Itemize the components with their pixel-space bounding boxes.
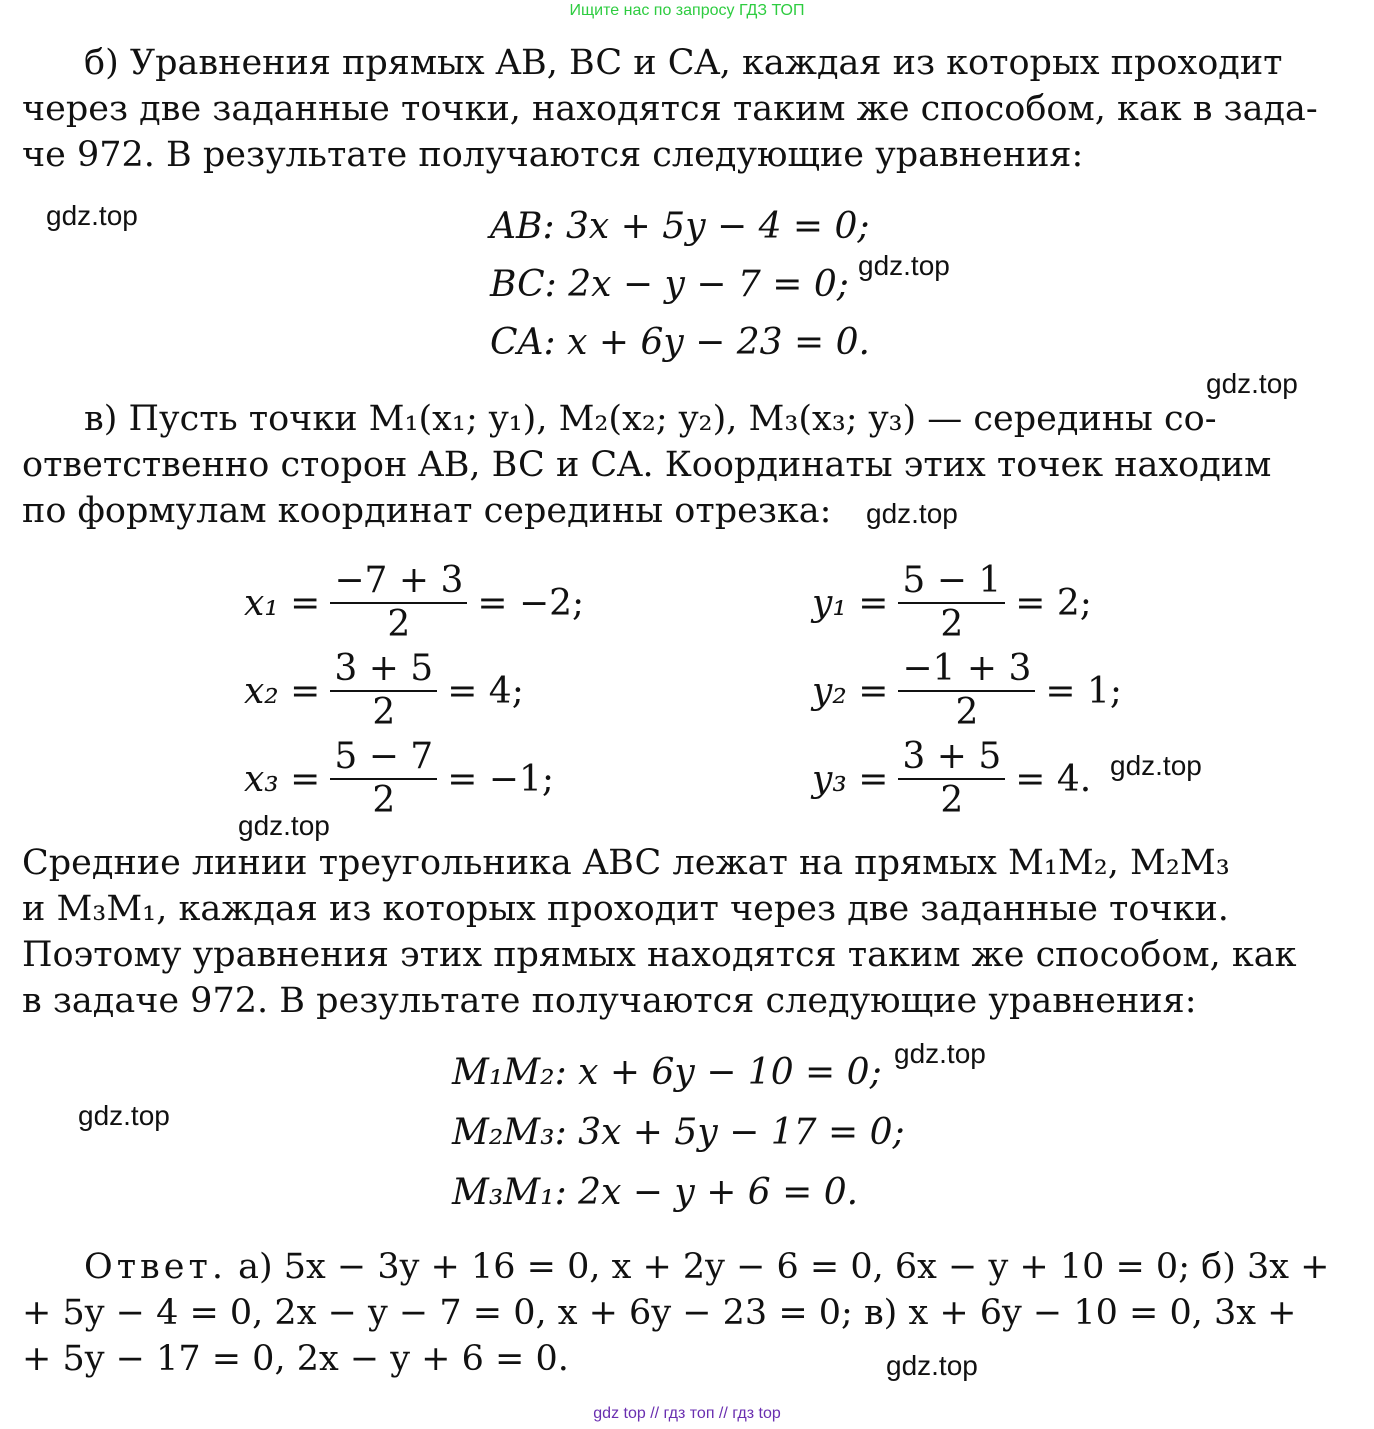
formula-x1 — [244, 560, 584, 646]
fraction-denominator: 2 — [372, 692, 396, 733]
formula-y3 — [812, 736, 1091, 822]
formula-lhs: x₃ = — [244, 758, 321, 800]
formula-lhs: x₁ = — [244, 582, 321, 624]
fraction-denominator: 2 — [372, 780, 396, 821]
fraction — [898, 648, 1035, 734]
part-v-paragraph — [22, 396, 1342, 534]
answer-line-2: + 5y − 4 = 0, 2x − y − 7 = 0, x + 6y − 23 = 0; в) x + 6y − 10 = 0, 3x + — [22, 1293, 1297, 1333]
fraction-denominator: 2 — [940, 604, 964, 645]
formula-rhs: = 4; — [447, 670, 524, 712]
watermark: gdz.top — [1110, 750, 1202, 781]
midlines-line-1: Средние линии треугольника ABC лежат на прямых M₁M₂, M₂M₃ — [22, 843, 1230, 883]
watermark: gdz.top — [858, 250, 950, 281]
fraction-denominator: 2 — [940, 780, 964, 821]
midlines-line-2: и M₃M₁, каждая из которых проходит через две заданные точки. — [22, 889, 1229, 929]
part-b-paragraph — [22, 40, 1342, 178]
formula-x2 — [244, 648, 524, 734]
formula-y1 — [812, 560, 1092, 646]
fraction — [898, 736, 1005, 822]
fraction-numerator: 5 − 7 — [330, 736, 437, 780]
fraction-numerator: −1 + 3 — [898, 648, 1035, 692]
watermark: gdz.top — [886, 1350, 978, 1381]
fraction — [330, 560, 467, 646]
formula-rhs: = 4. — [1015, 758, 1092, 800]
formula-lhs: y₂ = — [812, 670, 889, 712]
fraction-numerator: −7 + 3 — [330, 560, 467, 604]
formula-lhs: x₂ = — [244, 670, 321, 712]
watermark: gdz.top — [1206, 368, 1298, 399]
part-b-line-3: че 972. В результате получаются следующие уравнения: — [22, 135, 1084, 175]
top-banner[interactable]: Ищите нас по запросу ГДЗ ТОП — [569, 2, 805, 19]
formula-y2 — [812, 648, 1122, 734]
watermark: gdz.top — [238, 810, 330, 841]
equation-bc: BC: 2x − y − 7 = 0; — [490, 264, 849, 305]
formula-lhs: y₁ = — [812, 582, 889, 624]
answer-line-3: + 5y − 17 = 0, 2x − y + 6 = 0. — [22, 1339, 569, 1379]
equation-ab: AB: 3x + 5y − 4 = 0; — [490, 206, 870, 247]
part-v-line-3: по формулам координат середины отрезка: — [22, 491, 832, 531]
part-v-line-2: ответственно сторон AB, BC и CA. Координаты этих точек находим — [22, 445, 1272, 485]
fraction-numerator: 5 − 1 — [898, 560, 1005, 604]
part-b-line-1: б) Уравнения прямых AB, BC и CA, каждая из которых проходит — [84, 43, 1283, 83]
answer-line-1 — [22, 1244, 1342, 1290]
watermark: gdz.top — [78, 1100, 170, 1131]
equation-m1m2: M₁M₂: x + 6y − 10 = 0; — [452, 1052, 882, 1093]
equation-m2m3: M₂M₃: 3x + 5y − 17 = 0; — [452, 1112, 905, 1153]
formula-rhs: = 2; — [1015, 582, 1092, 624]
watermark: gdz.top — [866, 498, 958, 529]
midlines-line-4: в задаче 972. В результате получаются следующие уравнения: — [22, 981, 1197, 1021]
watermark: gdz.top — [894, 1038, 986, 1069]
midlines-paragraph — [22, 840, 1342, 1024]
midlines-line-3: Поэтому уравнения этих прямых находятся таким же способом, как — [22, 935, 1297, 975]
fraction-denominator: 2 — [955, 692, 979, 733]
answer-text-1: а) 5x − 3y + 16 = 0, x + 2y − 6 = 0, 6x − y + 10 = 0; б) 3x + — [238, 1247, 1330, 1287]
answer-paragraph — [22, 1244, 1342, 1382]
answer-label: Ответ. — [84, 1247, 227, 1287]
fraction-denominator: 2 — [387, 604, 411, 645]
equation-ca: CA: x + 6y − 23 = 0. — [490, 322, 870, 363]
fraction — [330, 736, 437, 822]
fraction — [330, 648, 437, 734]
bottom-banner[interactable]: gdz top // гдз топ // гдз top — [593, 1405, 781, 1422]
formula-rhs: = 1; — [1045, 670, 1123, 712]
equation-m3m1: M₃M₁: 2x − y + 6 = 0. — [452, 1172, 859, 1213]
part-v-line-1: в) Пусть точки M₁(x₁; y₁), M₂(x₂; y₂), M₃(x₃; y₃) — середины со- — [84, 399, 1217, 439]
fraction — [898, 560, 1005, 646]
fraction-numerator: 3 + 5 — [330, 648, 437, 692]
formula-rhs: = −1; — [447, 758, 555, 800]
fraction-numerator: 3 + 5 — [898, 736, 1005, 780]
formula-lhs: y₃ = — [812, 758, 889, 800]
part-b-line-2: через две заданные точки, находятся таким же способом, как в зада- — [22, 89, 1318, 129]
formula-rhs: = −2; — [477, 582, 585, 624]
watermark: gdz.top — [46, 200, 138, 231]
